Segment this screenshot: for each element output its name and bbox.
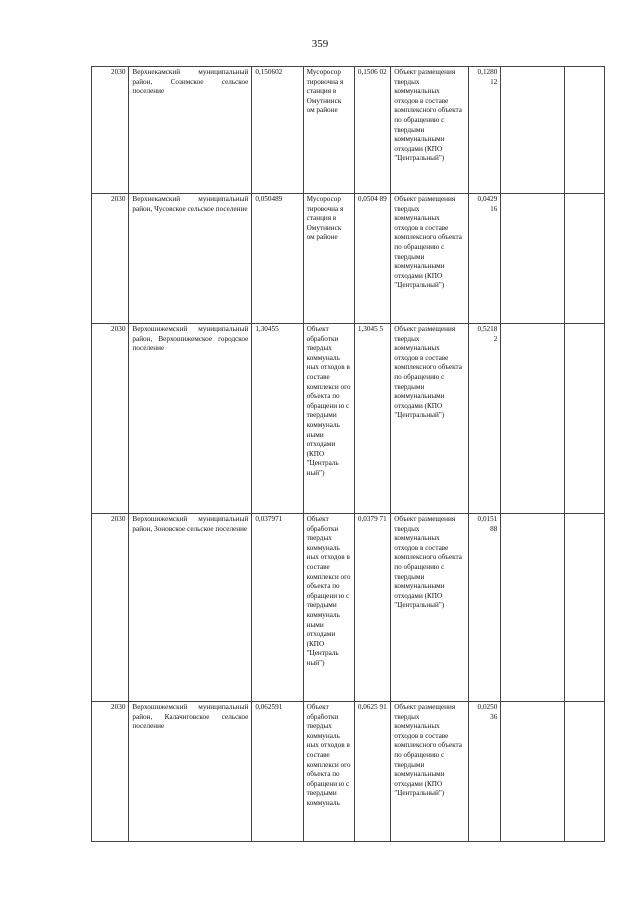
table-row (92, 67, 605, 194)
value2-cell: 0,0379 71 (354, 514, 390, 702)
empty-cell (565, 702, 605, 842)
value1-cell: 0,050489 (252, 194, 303, 324)
object1-cell: Мусоросор тировочна я станция в Омутнинск ом районе (303, 67, 354, 194)
value3-cell: 0,0250 36 (469, 702, 501, 842)
table-row (92, 514, 605, 702)
object1-cell: Объект обработки твердых коммуналь ных отходов в составе комплекси ого объекта по обращени ю с твердыми коммуналь ными отходами (КПО "Централь ный") (303, 514, 354, 702)
value1-cell: 0,062591 (252, 702, 303, 842)
empty-cell (565, 514, 605, 702)
year-cell: 2030 (92, 194, 129, 324)
year-cell: 2030 (92, 324, 129, 514)
value1-cell: 0,037971 (252, 514, 303, 702)
data-table (91, 66, 605, 842)
value2-cell: 0,1506 02 (354, 67, 390, 194)
value2-cell: 0,0625 91 (354, 702, 390, 842)
empty-cell (501, 194, 565, 324)
municipality-cell: Верхнекамский муниципальный район, Созимское сельское поселение (129, 67, 252, 194)
value1-cell: 1,30455 (252, 324, 303, 514)
object2-cell: Объект размещения твердых коммунальных отходов в составе комплексного объекта по обращению с твердыми коммунальными отходами (КПО "Центральный") (391, 324, 469, 514)
municipality-cell: Верхошижемский муниципальный район, Верхошижемское городское поселение (129, 324, 252, 514)
object2-cell: Объект размещения твердых коммунальных отходов в составе комплексного объекта по обращению с твердыми коммунальными отходами (КПО "Центральный") (391, 702, 469, 842)
empty-cell (565, 194, 605, 324)
object1-cell: Мусоросор тировочна я станция в Омутнинск ом районе (303, 194, 354, 324)
year-cell: 2030 (92, 514, 129, 702)
object2-cell: Объект размещения твердых коммунальных отходов в составе комплексного объекта по обращению с твердыми коммунальными отходами (КПО "Центральный") (391, 194, 469, 324)
object1-cell: Объект обработки твердых коммуналь ных отходов в составе комплекси ого объекта по обращени ю с твердыми коммуналь ными отходами (КПО "Централь ный") (303, 324, 354, 514)
value2-cell: 0,0504 89 (354, 194, 390, 324)
table-row (92, 324, 605, 514)
municipality-cell: Верхошижемский муниципальный район, Зоновское сельское поселение (129, 514, 252, 702)
municipality-cell: Верхошижемский муниципальный район, Калачиговское сельское поселение (129, 702, 252, 842)
empty-cell (501, 67, 565, 194)
empty-cell (501, 324, 565, 514)
value3-cell: 0,0151 88 (469, 514, 501, 702)
page-number: 359 (311, 38, 329, 50)
empty-cell (501, 514, 565, 702)
object2-cell: Объект размещения твердых коммунальных отходов в составе комплексного объекта по обращению с твердыми коммунальными отходами (КПО "Центральный") (391, 514, 469, 702)
object1-cell: Объект обработки твердых коммуналь ных отходов в составе комплекси ого объекта по обращени ю с твердыми коммуналь (303, 702, 354, 842)
table-row (92, 194, 605, 324)
empty-cell (565, 324, 605, 514)
municipality-cell: Верхнекамский муниципальный район, Чусовское сельское поселение (129, 194, 252, 324)
empty-cell (565, 67, 605, 194)
year-cell: 2030 (92, 702, 129, 842)
value3-cell: 0,0429 16 (469, 194, 501, 324)
value1-cell: 0,150602 (252, 67, 303, 194)
value2-cell: 1,3045 5 (354, 324, 390, 514)
table-row (92, 702, 605, 842)
year-cell: 2030 (92, 67, 129, 194)
value3-cell: 0,5218 2 (469, 324, 501, 514)
object2-cell: Объект размещения твердых коммунальных отходов в составе комплексного объекта по обращению с твердыми коммунальными отходами (КПО "Центральный") (391, 67, 469, 194)
value3-cell: 0,1280 12 (469, 67, 501, 194)
empty-cell (501, 702, 565, 842)
